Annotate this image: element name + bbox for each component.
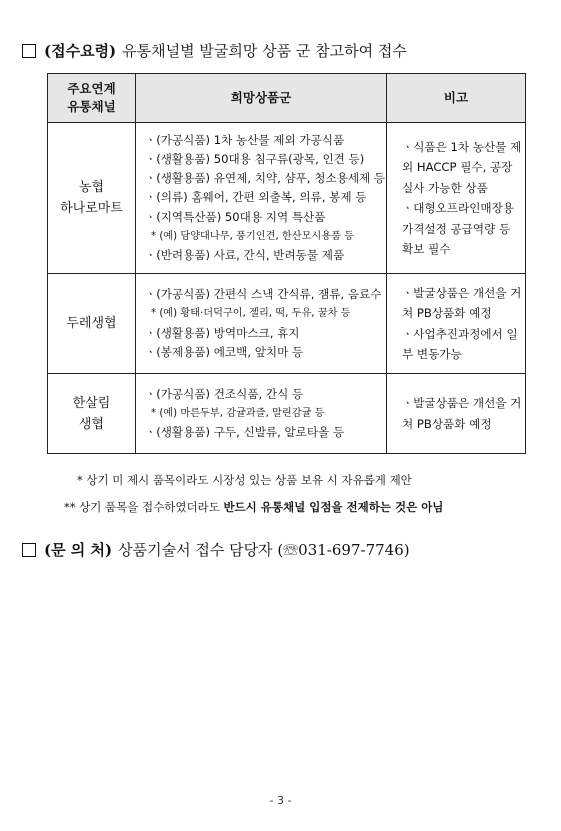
checkbox-square-icon: [22, 543, 36, 557]
section-reception-guide: [22, 40, 407, 61]
channel-name: 하나로마트: [60, 201, 123, 216]
table-header-row: [48, 74, 526, 123]
note-item: ㆍ대형오프라인매장용 가격설정 공급역량 등 확보 필수: [402, 201, 514, 256]
note-2: [64, 499, 443, 515]
checkbox-square-icon: [22, 44, 36, 58]
channel-cell: [48, 274, 136, 374]
products-cell: [136, 274, 387, 374]
channel-name: 생협: [78, 416, 105, 432]
products-cell: [136, 374, 387, 454]
product-item: ㆍ(가공식품) 1차 농산물 제외 가공식품: [145, 132, 345, 147]
section-text: 상품기술서 접수 담당자 (☏031-697-7746): [118, 541, 410, 559]
channel-name: 농협: [78, 180, 105, 195]
table-row: [48, 274, 526, 374]
table-row: [48, 374, 526, 454]
product-example: * (예) 담양대나무, 풍기인견, 한산모시용품 등: [151, 230, 355, 242]
product-example: * (예) 마른두부, 감귤과즐, 말린감귤 등: [151, 407, 325, 419]
products-cell: [136, 123, 387, 274]
note-item: ㆍ발굴상품은 개선을 거쳐 PB상품화 예정: [402, 396, 522, 431]
page-number: - 3 -: [269, 794, 292, 807]
note-item: ㆍ식품은 1차 농산물 제외 HACCP 필수, 공장 실사 가능한 상품: [402, 139, 522, 195]
table-row: [48, 123, 526, 274]
channel-name: 한살림: [72, 395, 111, 411]
note-item: ㆍ발굴상품은 개선을 거쳐 PB상품화 예정: [402, 285, 522, 320]
channel-cell: [48, 123, 136, 274]
note-2-bold: 반드시 유통채널 입점을 전제하는 것은 아님: [223, 500, 444, 514]
notes-cell: [387, 123, 526, 274]
product-item: ㆍ(가공식품) 간편식 스낵 간식류, 잼류, 음료수: [145, 287, 382, 302]
header-channel-line1: 주요연계: [67, 81, 116, 96]
product-item: ㆍ(생활용품) 유연제, 치약, 샴푸, 청소용세제 등: [145, 171, 386, 186]
product-item: ㆍ(가공식품) 건조식품, 간식 등: [145, 386, 304, 401]
product-example: * (예) 황태·더덕구이, 젤리, 떡, 두유, 꿀차 등: [151, 308, 351, 320]
product-item: ㆍ(봉제용품) 에코백, 앞치마 등: [145, 344, 304, 359]
product-item: ㆍ(의류) 홈웨어, 간편 외출복, 의류, 봉제 등: [145, 190, 367, 205]
section-contact: [22, 539, 410, 560]
section-label: (접수요령): [44, 42, 117, 60]
note-2-prefix: ** 상기 품목을 접수하였더라도: [64, 500, 224, 514]
note-item: ㆍ사업추진과정에서 일부 변동가능: [402, 326, 518, 361]
product-table: [47, 73, 526, 454]
note-1: * 상기 미 제시 품목이라도 시장성 있는 상품 보유 시 자유롭게 제안: [77, 473, 412, 487]
header-channel-line2: 유통채널: [67, 99, 116, 114]
product-item: ㆍ(지역특산품) 50대용 지역 특산품: [145, 209, 326, 224]
header-products: 희망상품군: [136, 74, 387, 123]
channel-name: 두레생협: [66, 316, 117, 331]
product-item: ㆍ(생활용품) 50대용 침구류(광목, 인견 등): [145, 151, 365, 166]
product-item: ㆍ(생활용품) 방역마스크, 휴지: [145, 325, 300, 340]
header-channel: [48, 74, 136, 123]
channel-cell: [48, 374, 136, 454]
section-text: 유통채널별 발굴희망 상품 군 참고하여 접수: [122, 42, 407, 60]
notes-cell: [387, 274, 526, 374]
product-item: ㆍ(반려용품) 사료, 간식, 반려동물 제품: [145, 248, 345, 262]
notes-cell: [387, 374, 526, 454]
section-label: (문 의 처): [44, 541, 113, 559]
product-item: ㆍ(생활용품) 구두, 신발류, 알로타올 등: [145, 425, 345, 440]
header-notes: 비고: [387, 74, 526, 123]
